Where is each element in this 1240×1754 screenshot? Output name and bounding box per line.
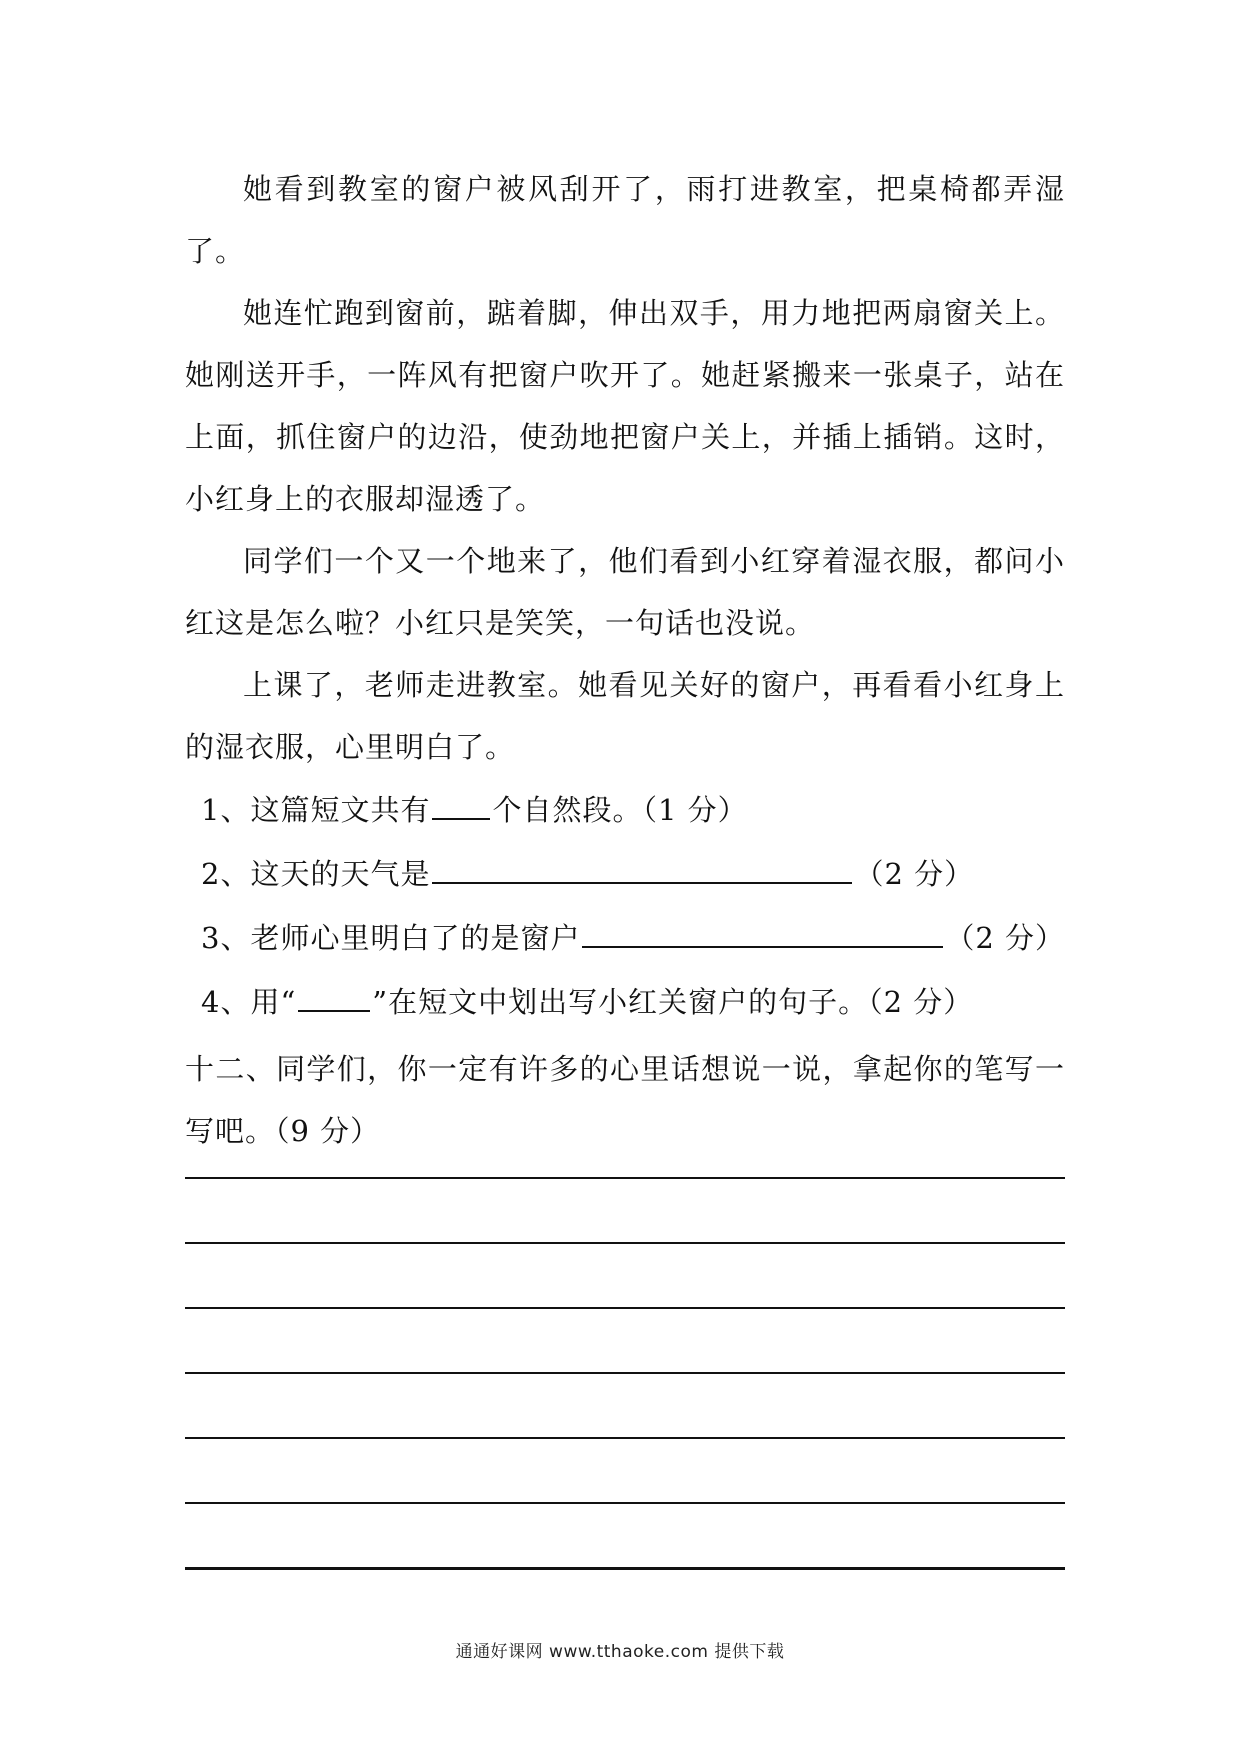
reading-passage-section — [185, 158, 1065, 1162]
question-4-underline-symbol — [298, 974, 370, 1012]
passage-paragraph-4: 上课了，老师走进教室。她看见关好的窗户，再看看小红身上的湿衣服，心里明白了。 — [185, 668, 1065, 764]
question-1-text-after: 个自然段。（1 分） — [492, 793, 748, 827]
writing-line[interactable] — [185, 1177, 1065, 1179]
question-3 — [185, 906, 1065, 970]
passage-paragraph-2: 她连忙跑到窗前，踮着脚，伸出双手，用力地把两扇窗关上。她刚送开手，一阵风有把窗户吹开了。她赶紧搬来一张桌子，站在上面，抓住窗户的边沿，使劲地把窗户关上，并插上插销。这时，小红身上的衣服却湿透了。 — [185, 296, 1065, 516]
writing-line[interactable] — [185, 1372, 1065, 1374]
question-2-text-before: 2、这天的天气是 — [201, 857, 431, 891]
passage-paragraph-3: 同学们一个又一个地来了，他们看到小红穿着湿衣服，都问小红这是怎么啦？小红只是笑笑，一句话也没说。 — [185, 544, 1065, 640]
question-3-answer-blank[interactable] — [582, 910, 943, 948]
question-2 — [185, 842, 1065, 906]
question-2-answer-blank[interactable] — [432, 846, 852, 884]
question-1 — [185, 778, 1065, 842]
writing-line[interactable] — [185, 1502, 1065, 1504]
writing-lines — [185, 1177, 1065, 1633]
question-1-answer-blank[interactable] — [432, 782, 490, 820]
question-4-text-before: 4、用“ — [201, 985, 297, 1019]
writing-line[interactable] — [185, 1242, 1065, 1244]
question-1-text-before: 1、这篇短文共有 — [201, 793, 431, 827]
question-4-text-after: ”在短文中划出写小红关窗户的句子。（2 分） — [372, 985, 974, 1019]
footer-source-note: 通通好课网 www.tthaoke.com 提供下载 — [455, 1642, 785, 1662]
question-2-text-after: （2 分） — [854, 857, 975, 891]
section-12-prompt: 十二、同学们，你一定有许多的心里话想说一说，拿起你的笔写一写吧。（9 分） — [185, 1052, 1065, 1148]
passage-paragraph-1: 她看到教室的窗户被风刮开了，雨打进教室，把桌椅都弄湿了。 — [185, 172, 1065, 268]
question-3-text-after: （2 分） — [945, 921, 1065, 955]
question-4 — [185, 970, 1065, 1034]
writing-line[interactable] — [185, 1437, 1065, 1439]
writing-line[interactable] — [185, 1307, 1065, 1309]
question-3-text-before: 3、老师心里明白了的是窗户 — [201, 921, 581, 955]
writing-line[interactable] — [185, 1567, 1065, 1570]
